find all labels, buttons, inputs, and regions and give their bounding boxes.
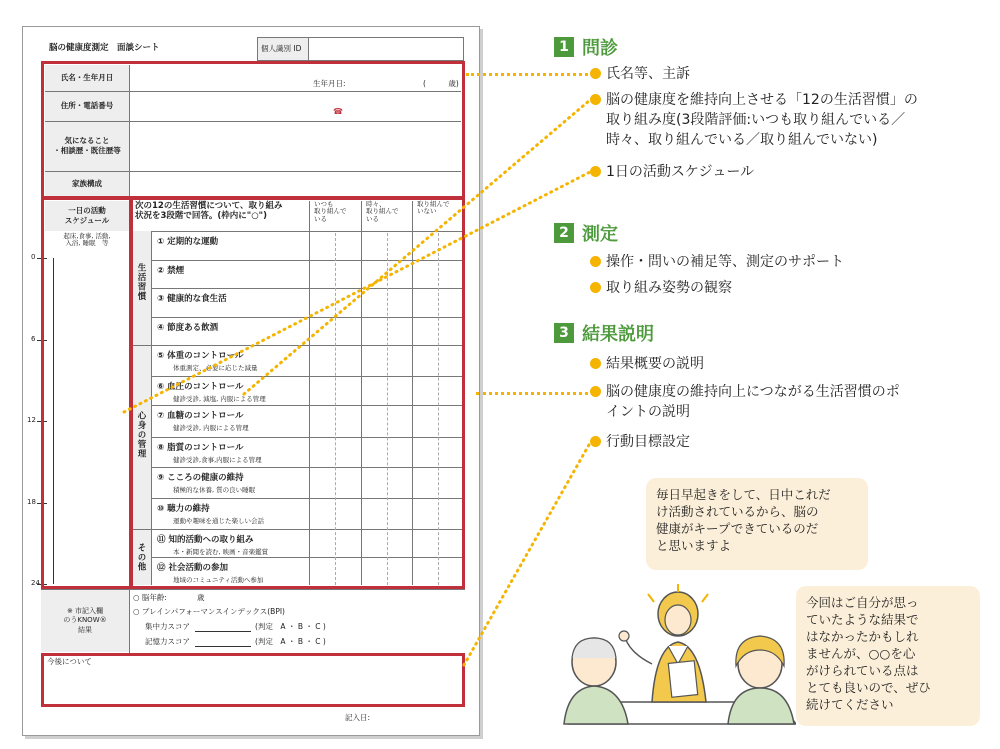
bpi-label: ○ ブレインパフォーマンスインデックス(BPI) — [133, 607, 285, 616]
habit-note: 本・新聞を読む, 映画・音楽鑑賞 — [173, 548, 269, 556]
section-title: 問診 — [582, 38, 618, 59]
connector-schedule — [124, 172, 590, 412]
memory-judge: (判定 A ・ B ・ C ) — [255, 637, 326, 646]
habit-note: 健診受診,食事,内服による管理 — [173, 456, 262, 464]
focus-score-label: 集中力スコア — [145, 622, 190, 631]
bullet-summary: 結果概要の説明 — [590, 354, 704, 374]
entry-date-label: 記入日: — [345, 713, 371, 722]
rating-col-never: 取り組んで いない — [417, 200, 450, 216]
habit-label: ⑦ 血糖のコントロール — [157, 411, 244, 421]
bullet-name-complaint: 氏名等、主訴 — [590, 64, 690, 84]
results-label: ※ 市記入欄 のうKNOW® 結果 — [63, 607, 107, 634]
bullet-12-habits: 脳の健康度を維持向上させる「12の生活習慣」の 取り組み度(3段階評価:いつも取り組んでいる／ 時々、取り組んでいる／取り組んでいない) — [590, 90, 1000, 150]
section-number: 1 — [554, 37, 574, 57]
timeline-hour-label: 24 — [31, 579, 40, 587]
habit-label: ② 禁煙 — [157, 266, 185, 276]
label-address-phone: 住所・電話番号 — [60, 101, 114, 111]
habit-note: 積極的な休養, 質の良い睡眠 — [173, 486, 256, 494]
timeline-hour-label: 18 — [27, 497, 36, 506]
id-label: 個人識別 ID — [261, 44, 302, 53]
staff-woman-icon — [619, 592, 706, 702]
section-title: 測定 — [582, 224, 618, 245]
label-name-dob: 氏名・生年月日 — [60, 73, 114, 83]
timeline-hour-label: 0 — [31, 253, 36, 261]
schedule-note: 起床,食事, 活動, 入浴, 睡眠 等 — [63, 232, 111, 248]
connector-habits — [244, 100, 590, 394]
habit-label: ⑫ 社会活動の参加 — [157, 563, 228, 573]
bullet-daily-schedule: 1日の活動スケジュール — [590, 162, 754, 182]
label-family: 家族構成 — [72, 179, 102, 189]
phone-icon: ☎ — [333, 107, 343, 116]
bullet-measure-support: 操作・問いの補足等、測定のサポート — [590, 252, 844, 272]
habit-label: ⑩ 聴力の維持 — [157, 504, 210, 514]
section-3-heading — [554, 320, 654, 346]
speech-bubble-right: 今回はご自分が思っ ていたような結果で はなかったかもしれ ませんが、○○を心 がけられている点は とても良いので、ぜひ 続けてください — [796, 586, 980, 726]
label-concerns: 気になること ・相談歴・既往歴等 — [53, 136, 121, 155]
bullet-habit-points: 脳の健康度の維持向上につながる生活習慣のポ イントの説明 — [590, 382, 1000, 422]
brain-age: ○ 脳年齢: 歳 — [133, 593, 205, 602]
habit-label: ④ 節度ある飲酒 — [157, 323, 219, 333]
speech-bubble-left: 毎日早起きをして、日中これだ け活動されているから、脳の 健康がキープできているのだ と思いますよ — [646, 478, 868, 570]
habit-label: ① 定期的な運動 — [157, 237, 219, 247]
habits-header: 次の12の生活習慣について、取り組み 状況を3段階で回答。(枠内に"○") — [135, 201, 283, 222]
consultation-illustration — [560, 584, 796, 734]
group-mindbody: 心身の管理 — [136, 411, 146, 459]
memory-score-label: 記憶力スコア — [145, 637, 190, 646]
habit-label: ⑤ 体重のコントロール — [157, 351, 244, 361]
section-title: 結果説明 — [582, 324, 654, 345]
timeline-hour-label: 12 — [27, 416, 36, 424]
habit-note: 健診受診, 内服による管理 — [173, 424, 249, 432]
section-1-heading — [554, 34, 618, 60]
age-label: ( 歳) — [423, 79, 459, 88]
elderly-woman-icon — [728, 636, 794, 724]
habit-note: 健診受診, 減塩, 内服による管理 — [173, 395, 266, 403]
focus-judge: (判定 A ・ B ・ C ) — [255, 622, 326, 631]
elderly-man-icon — [564, 638, 628, 724]
habit-note: 運動や趣味を通じた楽しい会話 — [173, 517, 264, 525]
section-number: 3 — [554, 323, 574, 343]
sheet-title: 脳の健康度測定 面談シート — [49, 43, 160, 53]
habit-label: ⑪ 知的活動への取り組み — [157, 535, 254, 545]
rating-col-always: いつも 取り組んで いる — [314, 200, 347, 223]
habit-label: ⑥ 血圧のコントロール — [157, 382, 244, 392]
section-2-heading — [554, 220, 618, 246]
habit-label: ③ 健康的な食生活 — [157, 294, 227, 304]
habit-note: 体重測定、必要に応じた減量 — [173, 364, 258, 372]
schedule-header: 一日の活動 スケジュール — [64, 206, 110, 225]
rating-col-sometimes: 時々、 取り組んで いる — [366, 200, 399, 223]
future-label: 今後について — [47, 657, 92, 666]
dob-label: 生年月日: — [313, 79, 346, 88]
bullet-attitude: 取り組み姿勢の観察 — [590, 278, 732, 298]
habit-label: ⑧ 脂質のコントロール — [157, 443, 244, 453]
connector-results — [476, 392, 588, 395]
group-lifestyle: 生活習慣 — [136, 263, 146, 301]
habit-label: ⑨ こころの健康の維持 — [157, 473, 244, 483]
section-number: 2 — [554, 223, 574, 243]
habit-note: 地域のコミュニティ活動へ参加 — [173, 576, 264, 584]
group-other: その他 — [136, 543, 146, 572]
bullet-goal: 行動目標設定 — [590, 432, 690, 452]
timeline-hour-label: 6 — [31, 334, 36, 343]
